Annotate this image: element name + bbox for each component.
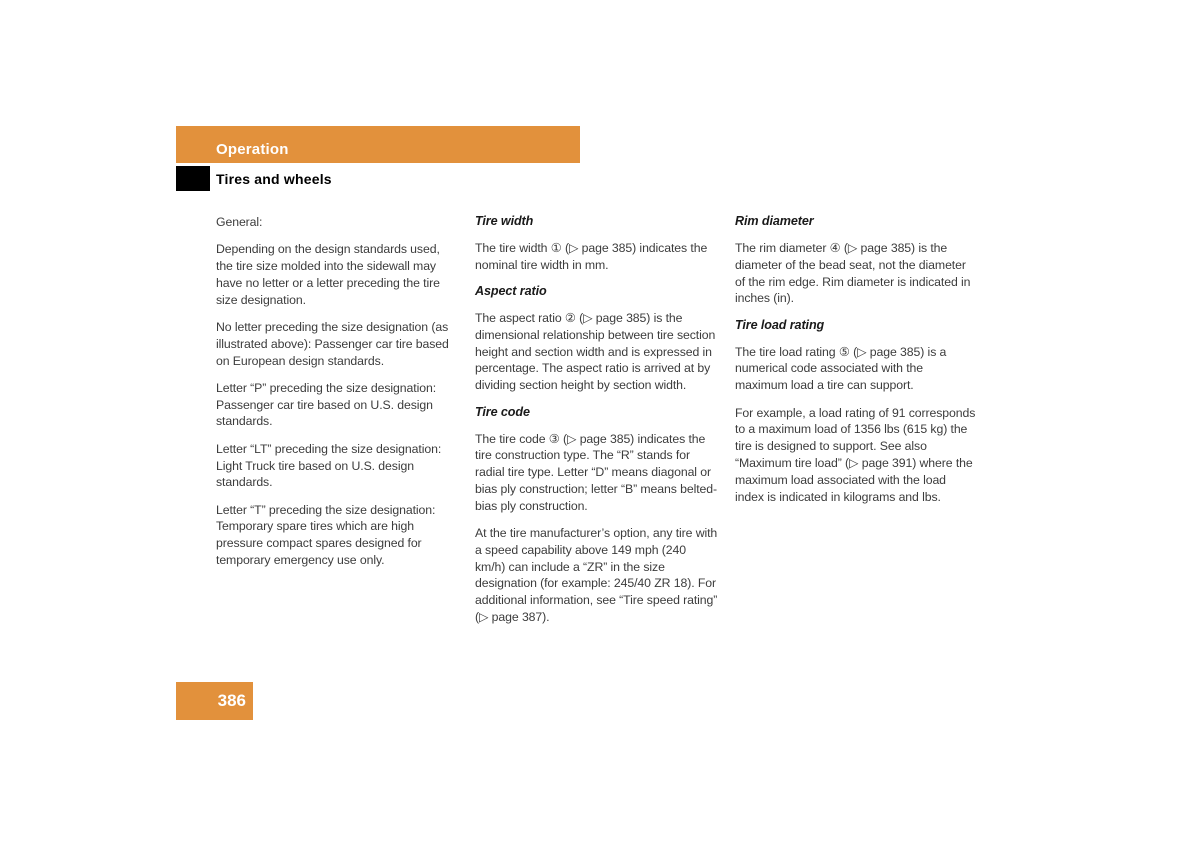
text-column-tire-width <box>475 214 718 636</box>
chapter-row <box>176 166 332 191</box>
section-heading-aspect-ratio: Aspect ratio <box>475 284 547 299</box>
text-column-rim-diameter <box>735 214 978 516</box>
section-heading-tire-load-rating: Tire load rating <box>735 317 825 332</box>
paragraph: Depending on the design standards used, the tire size molded into the sidewall may have no letter or a letter preceding the tire size designation. <box>216 242 440 307</box>
paragraph: For example, a load rating of 91 corresponds to a maximum load of 1356 lbs (615 kg) the tire is designed to support. See also “Maximum tire load” (▷ page 391) where the maximum load associated with the load index is indicated in kilograms and lbs. <box>735 405 976 504</box>
chapter-title: Tires and wheels <box>216 170 332 187</box>
section-header-bar <box>176 126 580 163</box>
page-number: 386 <box>217 691 246 710</box>
paragraph: At the tire manufacturer’s option, any tire with a speed capability above 149 mph (240 km/h) can include a “ZR” in the size designation (for example: 245/40 ZR 18). For additional information, see “Tire speed rating” (▷ page 387). <box>475 526 718 625</box>
section-heading-tire-width: Tire width <box>475 214 534 228</box>
section-heading-rim-diameter: Rim diameter <box>735 214 814 228</box>
section-heading-tire-code: Tire code <box>475 404 530 419</box>
paragraph: Letter “T” preceding the size designation: Temporary spare tires which are high pressure compact spares designed for temporary emergency use only. <box>216 502 436 568</box>
chapter-marker-box <box>176 166 210 191</box>
page-number-badge <box>176 682 253 720</box>
paragraph: General: <box>216 215 263 229</box>
paragraph: Letter “LT” preceding the size designation: Light Truck tire based on U.S. design standards. <box>216 441 442 490</box>
paragraph: The tire load rating ⑤ (▷ page 385) is a numerical code associated with the maximum load a tire can support. <box>735 344 947 393</box>
paragraph: The tire code ③ (▷ page 385) indicates the tire construction type. The “R” stands for radial tire type. Letter “D” means diagonal or bias ply construction; letter “B” means belted-bias ply construction. <box>475 431 718 513</box>
paragraph: The tire width ① (▷ page 385) indicates the nominal tire width in mm. <box>475 241 708 272</box>
text-column-general <box>216 214 459 579</box>
paragraph: Letter “P” preceding the size designation: Passenger car tire based on U.S. design standards. <box>216 380 437 429</box>
paragraph: The rim diameter ④ (▷ page 385) is the diameter of the bead seat, not the diameter of the rim edge. Rim diameter is indicated in inches (in). <box>735 241 971 306</box>
section-title: Operation <box>216 141 289 158</box>
paragraph: The aspect ratio ② (▷ page 385) is the dimensional relationship between tire section height and section width and is expressed in percentage. The aspect ratio is arrived at by dividing section height by section width. <box>475 311 716 393</box>
paragraph: No letter preceding the size designation (as illustrated above): Passenger car tire based on European design standards. <box>216 319 449 368</box>
